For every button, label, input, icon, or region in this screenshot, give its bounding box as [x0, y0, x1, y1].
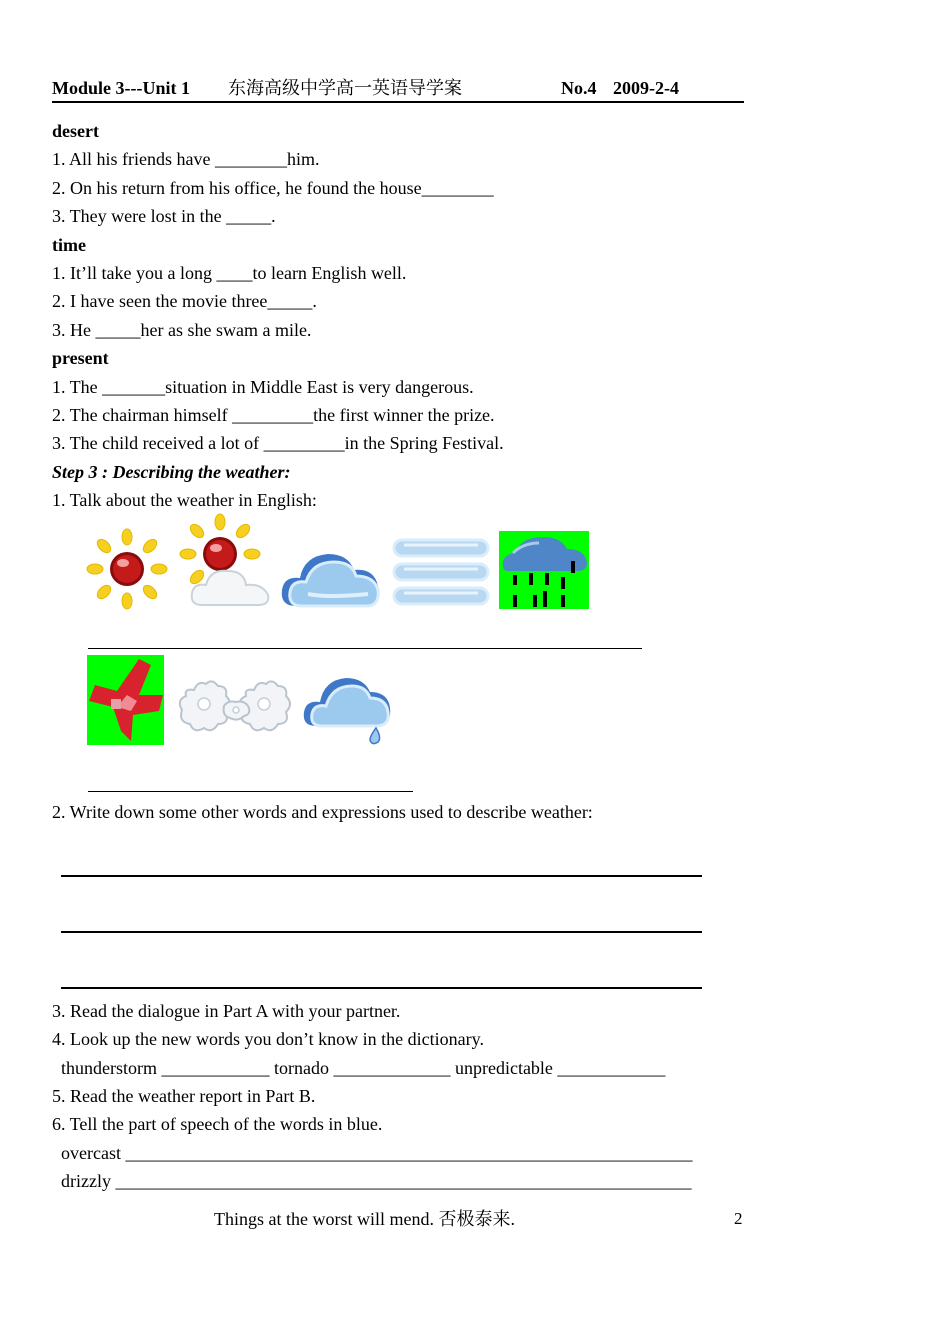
answer-line-q2-2[interactable] — [61, 931, 702, 933]
partly-cloudy-icon — [172, 513, 276, 609]
header-module: Module 3---Unit 1 — [52, 78, 190, 98]
answer-line-row2[interactable] — [88, 791, 413, 792]
snow-icon — [176, 676, 300, 744]
page-number: 2 — [734, 1209, 743, 1228]
header-date: 2009-2-4 — [613, 78, 679, 98]
step3-title: Step 3 : Describing the weather: — [52, 462, 291, 482]
step3-q5: 5. Read the weather report in Part B. — [52, 1086, 316, 1106]
drizzle-icon — [302, 666, 394, 746]
answer-line-q2-1[interactable] — [61, 875, 702, 877]
cloudy-icon — [278, 534, 384, 610]
sunny-icon — [86, 528, 168, 610]
time-item-3: 3. He _____her as she swam a mile. — [52, 320, 312, 340]
time-item-1: 1. It’ll take you a long ____to learn English well. — [52, 263, 407, 283]
step3-q6: 6. Tell the part of speech of the words in blue. — [52, 1114, 383, 1134]
step3-q4: 4. Look up the new words you don’t know in the dictionary. — [52, 1029, 484, 1049]
header-number: No.4 — [561, 78, 597, 98]
desert-item-2: 2. On his return from his office, he found the house________ — [52, 178, 494, 198]
step3-q6-overcast: overcast _______________________________________________________________ — [61, 1143, 693, 1163]
step3-q2: 2. Write down some other words and expressions used to describe weather: — [52, 802, 593, 822]
time-item-2: 2. I have seen the movie three_____. — [52, 291, 317, 311]
header-school: 东海高级中学高一英语导学案 — [228, 78, 462, 98]
fog-icon — [390, 536, 492, 608]
desert-item-3: 3. They were lost in the _____. — [52, 206, 276, 226]
page-header — [52, 77, 744, 103]
answer-line-q2-3[interactable] — [61, 987, 702, 989]
section-title-time: time — [52, 235, 86, 255]
present-item-1: 1. The _______situation in Middle East is very dangerous. — [52, 377, 474, 397]
step3-q4-words: thunderstorm ____________ tornado _____________ unpredictable ____________ — [61, 1058, 666, 1078]
present-item-2: 2. The chairman himself _________the first winner the prize. — [52, 405, 495, 425]
rain-icon — [499, 531, 589, 609]
section-title-present: present — [52, 348, 109, 368]
answer-line-row1[interactable] — [88, 648, 642, 649]
desert-item-1: 1. All his friends have ________him. — [52, 149, 320, 169]
step3-q1: 1. Talk about the weather in English: — [52, 490, 317, 510]
thunderstorm-icon — [87, 655, 164, 745]
step3-q3: 3. Read the dialogue in Part A with your partner. — [52, 1001, 401, 1021]
step3-q6-drizzly: drizzly ________________________________________________________________ — [61, 1171, 692, 1191]
footer-proverb: Things at the worst will mend. 否极泰来. — [214, 1209, 515, 1229]
present-item-3: 3. The child received a lot of _________in the Spring Festival. — [52, 433, 504, 453]
section-title-desert: desert — [52, 121, 99, 141]
